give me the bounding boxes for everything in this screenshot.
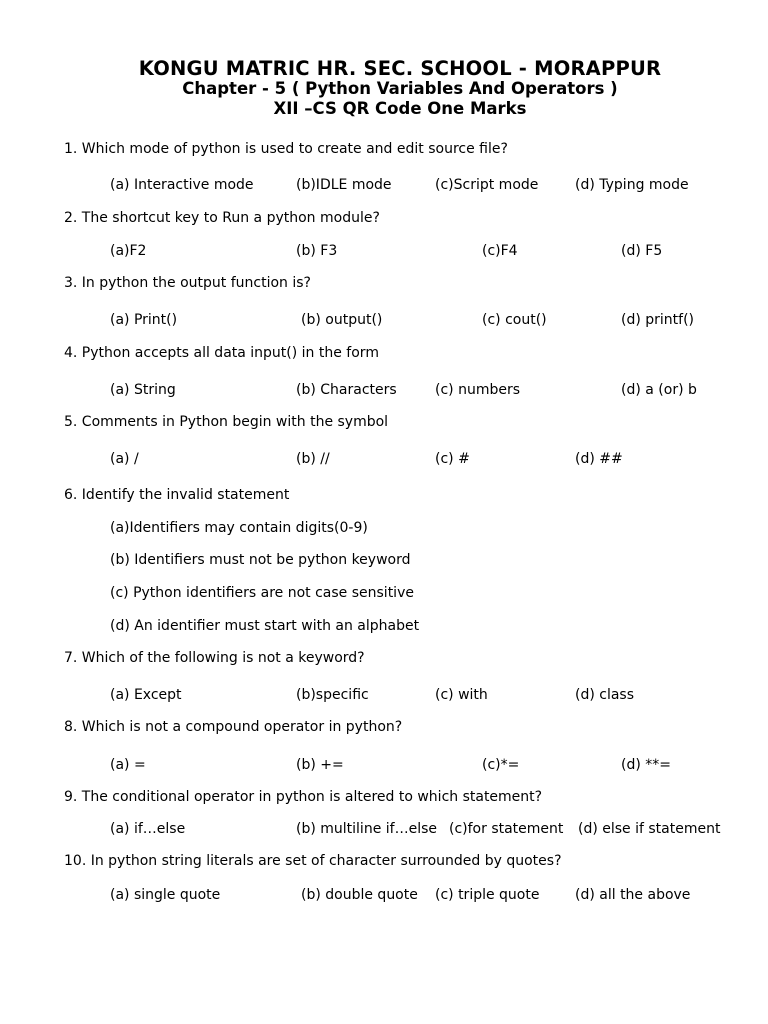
option-8-b: (b) += xyxy=(296,757,344,773)
option-1-a: (a) Interactive mode xyxy=(110,177,254,193)
option-5-a: (a) / xyxy=(110,451,139,467)
option-8-c: (c)*= xyxy=(482,757,520,773)
option-2-a: (a)F2 xyxy=(110,243,147,259)
question-2: 2. The shortcut key to Run a python module? xyxy=(64,210,380,226)
option-9-c: (c)for statement xyxy=(449,821,564,837)
question-8: 8. Which is not a compound operator in python? xyxy=(64,719,403,735)
worksheet-subtitle: XII –CS QR Code One Marks xyxy=(273,99,527,118)
question-9: 9. The conditional operator in python is altered to which statement? xyxy=(64,789,543,805)
option-9-d: (d) else if statement xyxy=(578,821,721,837)
option-2-b: (b) F3 xyxy=(296,243,338,259)
option-7-c: (c) with xyxy=(435,687,488,703)
option-7-b: (b)specific xyxy=(296,687,369,703)
option-7-a: (a) Except xyxy=(110,687,182,703)
option-7-d: (d) class xyxy=(575,687,635,703)
option-3-d: (d) printf() xyxy=(621,312,695,328)
option-1-d: (d) Typing mode xyxy=(575,177,689,193)
option-4-b: (b) Characters xyxy=(296,382,397,398)
question-10: 10. In python string literals are set of character surrounded by quotes? xyxy=(64,853,562,869)
option-4-d: (d) a (or) b xyxy=(621,382,697,398)
option-9-a: (a) if…else xyxy=(110,821,186,837)
option-6-c: (c) Python identifiers are not case sensitive xyxy=(110,585,414,601)
chapter-title: Chapter - 5 ( Python Variables And Operators ) xyxy=(182,79,618,98)
option-6-b: (b) Identifiers must not be python keyword xyxy=(110,552,411,568)
option-3-a: (a) Print() xyxy=(110,312,178,328)
question-7: 7. Which of the following is not a keyword? xyxy=(64,650,365,666)
question-6: 6. Identify the invalid statement xyxy=(64,487,290,503)
option-5-b: (b) // xyxy=(296,451,330,467)
option-4-a: (a) String xyxy=(110,382,176,398)
option-6-d: (d) An identifier must start with an alphabet xyxy=(110,618,420,634)
question-3: 3. In python the output function is? xyxy=(64,275,311,291)
option-4-c: (c) numbers xyxy=(435,382,521,398)
option-5-d: (d) ## xyxy=(575,451,623,467)
option-10-c: (c) triple quote xyxy=(435,887,540,903)
option-1-b: (b)IDLE mode xyxy=(296,177,392,193)
option-2-d: (d) F5 xyxy=(621,243,663,259)
option-10-d: (d) all the above xyxy=(575,887,691,903)
option-9-b: (b) multiline if…else xyxy=(296,821,437,837)
option-1-c: (c)Script mode xyxy=(435,177,539,193)
option-5-c: (c) # xyxy=(435,451,470,467)
option-8-a: (a) = xyxy=(110,757,146,773)
option-10-a: (a) single quote xyxy=(110,887,221,903)
option-6-a: (a)Identifiers may contain digits(0-9) xyxy=(110,520,368,536)
question-5: 5. Comments in Python begin with the symbol xyxy=(64,414,389,430)
question-1: 1. Which mode of python is used to create and edit source file? xyxy=(64,141,508,157)
option-8-d: (d) **= xyxy=(621,757,671,773)
question-4: 4. Python accepts all data input() in the form xyxy=(64,345,379,361)
option-3-b: (b) output() xyxy=(301,312,383,328)
option-10-b: (b) double quote xyxy=(301,887,418,903)
school-name: KONGU MATRIC HR. SEC. SCHOOL - MORAPPUR xyxy=(138,57,662,80)
option-3-c: (c) cout() xyxy=(482,312,547,328)
option-2-c: (c)F4 xyxy=(482,243,518,259)
